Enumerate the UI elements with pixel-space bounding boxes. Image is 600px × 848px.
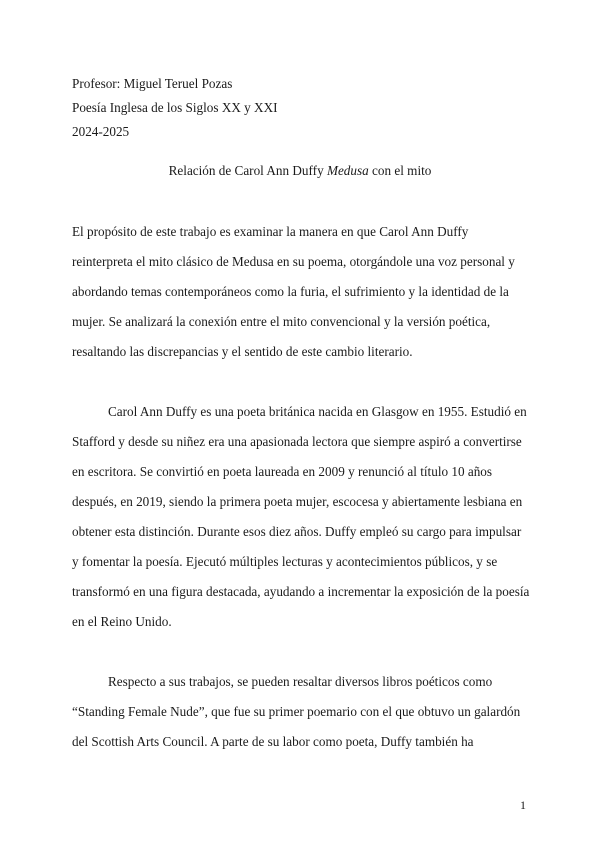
paragraph-line: en el Reino Unido. (72, 614, 172, 629)
professor-name: Profesor: Miguel Teruel Pozas (72, 76, 233, 91)
paragraph-line: transformó en una figura destacada, ayudando a incrementar la exposición de la poesía (72, 584, 530, 599)
course-name: Poesía Inglesa de los Siglos XX y XXI (72, 100, 278, 115)
title-text-before: Relación de Carol Ann Duffy (168, 163, 327, 178)
document-header (72, 72, 278, 144)
paragraph-works (72, 667, 528, 757)
paragraph-line: Carol Ann Duffy es una poeta británica nacida en Glasgow en 1955. Estudió en (108, 404, 527, 419)
paragraph-line: El propósito de este trabajo es examinar la manera en que Carol Ann Duffy (72, 224, 469, 239)
academic-year: 2024-2025 (72, 124, 130, 139)
page-number: 1 (520, 798, 526, 812)
paragraph-line: y fomentar la poesía. Ejecutó múltiples lecturas y acontecimientos públicos, y se (72, 554, 498, 569)
paragraph-line: del Scottish Arts Council. A parte de su labor como poeta, Duffy también ha (72, 734, 474, 749)
paragraph-line: Stafford y desde su niñez era una apasionada lectora que siempre aspiró a convertirse (72, 434, 522, 449)
document-title (0, 159, 600, 183)
paragraph-line: mujer. Se analizará la conexión entre el mito convencional y la versión poética, (72, 314, 491, 329)
title-text-after: con el mito (368, 163, 432, 178)
paragraph-biography (72, 397, 528, 637)
paragraph-line: abordando temas contemporáneos como la furia, el sufrimiento y la identidad de la (72, 284, 509, 299)
paragraph-line: “Standing Female Nude”, que fue su primer poemario con el que obtuvo un galardón (72, 704, 521, 719)
paragraph-line: obtener esta distinción. Durante esos diez años. Duffy empleó su cargo para impulsar (72, 524, 522, 539)
paragraph-line: Respecto a sus trabajos, se pueden resaltar diversos libros poéticos como (108, 674, 493, 689)
paragraph-line: reinterpreta el mito clásico de Medusa en su poema, otorgándole una voz personal y (72, 254, 515, 269)
paragraph-line: en escritora. Se convirtió en poeta laureada en 2009 y renunció al título 10 años (72, 464, 493, 479)
title-italic-medusa: Medusa (326, 163, 369, 178)
paragraph-line: después, en 2019, siendo la primera poeta mujer, escocesa y abiertamente lesbiana en (72, 494, 523, 509)
paragraph-line: resaltando las discrepancias y el sentido de este cambio literario. (72, 344, 413, 359)
paragraph-introduction (72, 217, 528, 367)
